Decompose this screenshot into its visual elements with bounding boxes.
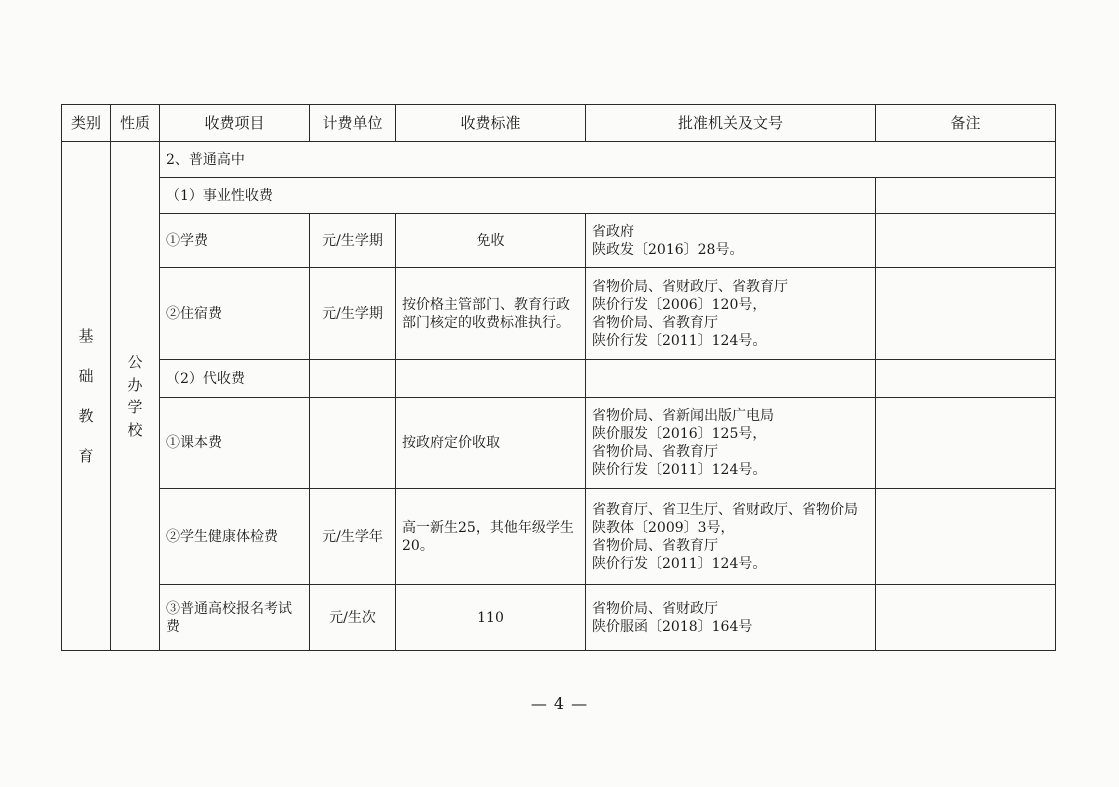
- table-row: [62, 214, 1056, 268]
- unit-cell: 元/生学期: [310, 268, 396, 360]
- approval-cell: 省物价局、省新闻出版广电局 陕价服发〔2016〕125号， 省物价局、省教育厅 陕价行发〔2011〕124号。: [586, 398, 876, 489]
- approval-cell: 省政府 陕政发〔2016〕28号。: [586, 214, 876, 268]
- note-cell: [876, 214, 1056, 268]
- table-row: [62, 585, 1056, 651]
- section-title: 2、普通高中: [160, 142, 1056, 178]
- standard-cell: 高一新生25，其他年级学生20。: [396, 489, 586, 585]
- header-nature: 性质: [111, 105, 160, 142]
- subsection-blank: [310, 360, 396, 398]
- note-cell: [876, 398, 1056, 489]
- unit-cell: 元/生次: [310, 585, 396, 651]
- nature-text: 公办学校: [127, 353, 143, 439]
- standard-cell: 免收: [396, 214, 586, 268]
- header-category: 类别: [62, 105, 111, 142]
- fee-table: [61, 104, 1056, 651]
- unit-cell: [310, 398, 396, 489]
- subsection-blank: [586, 360, 876, 398]
- standard-cell: 按政府定价收取: [396, 398, 586, 489]
- section-row: [62, 142, 1056, 178]
- subsection-row: [62, 178, 1056, 214]
- table-row: [62, 398, 1056, 489]
- header-standard: 收费标准: [396, 105, 586, 142]
- standard-cell: 按价格主管部门、教育行政部门核定的收费标准执行。: [396, 268, 586, 360]
- category-text: 基础教育: [78, 327, 94, 465]
- header-item: 收费项目: [160, 105, 310, 142]
- note-cell: [876, 268, 1056, 360]
- standard-cell: 110: [396, 585, 586, 651]
- header-row: [62, 105, 1056, 142]
- page-number: — 4 —: [530, 694, 589, 713]
- approval-cell: 省物价局、省财政厅、省教育厅 陕价行发〔2006〕120号， 省物价局、省教育厅 陕价行发〔2011〕124号。: [586, 268, 876, 360]
- subsection-title: （1）事业性收费: [160, 178, 876, 214]
- table-row: [62, 268, 1056, 360]
- category-cell: [62, 142, 111, 651]
- subsection-row: [62, 360, 1056, 398]
- header-note: 备注: [876, 105, 1056, 142]
- subsection-note: [876, 178, 1056, 214]
- table-row: [62, 489, 1056, 585]
- item-cell: ③普通高校报名考试费: [160, 585, 310, 651]
- subsection-blank: [396, 360, 586, 398]
- item-cell: ①课本费: [160, 398, 310, 489]
- item-cell: ①学费: [160, 214, 310, 268]
- approval-cell: 省物价局、省财政厅 陕价服函〔2018〕164号: [586, 585, 876, 651]
- header-unit: 计费单位: [310, 105, 396, 142]
- subsection-title: （2）代收费: [160, 360, 310, 398]
- subsection-blank: [876, 360, 1056, 398]
- nature-cell: [111, 142, 160, 651]
- approval-cell: 省教育厅、省卫生厅、省财政厅、省物价局 陕教体〔2009〕3号， 省物价局、省教育厅 陕价行发〔2011〕124号。: [586, 489, 876, 585]
- unit-cell: 元/生学期: [310, 214, 396, 268]
- note-cell: [876, 489, 1056, 585]
- header-approval: 批准机关及文号: [586, 105, 876, 142]
- unit-cell: 元/生学年: [310, 489, 396, 585]
- item-cell: ②学生健康体检费: [160, 489, 310, 585]
- item-cell: ②住宿费: [160, 268, 310, 360]
- note-cell: [876, 585, 1056, 651]
